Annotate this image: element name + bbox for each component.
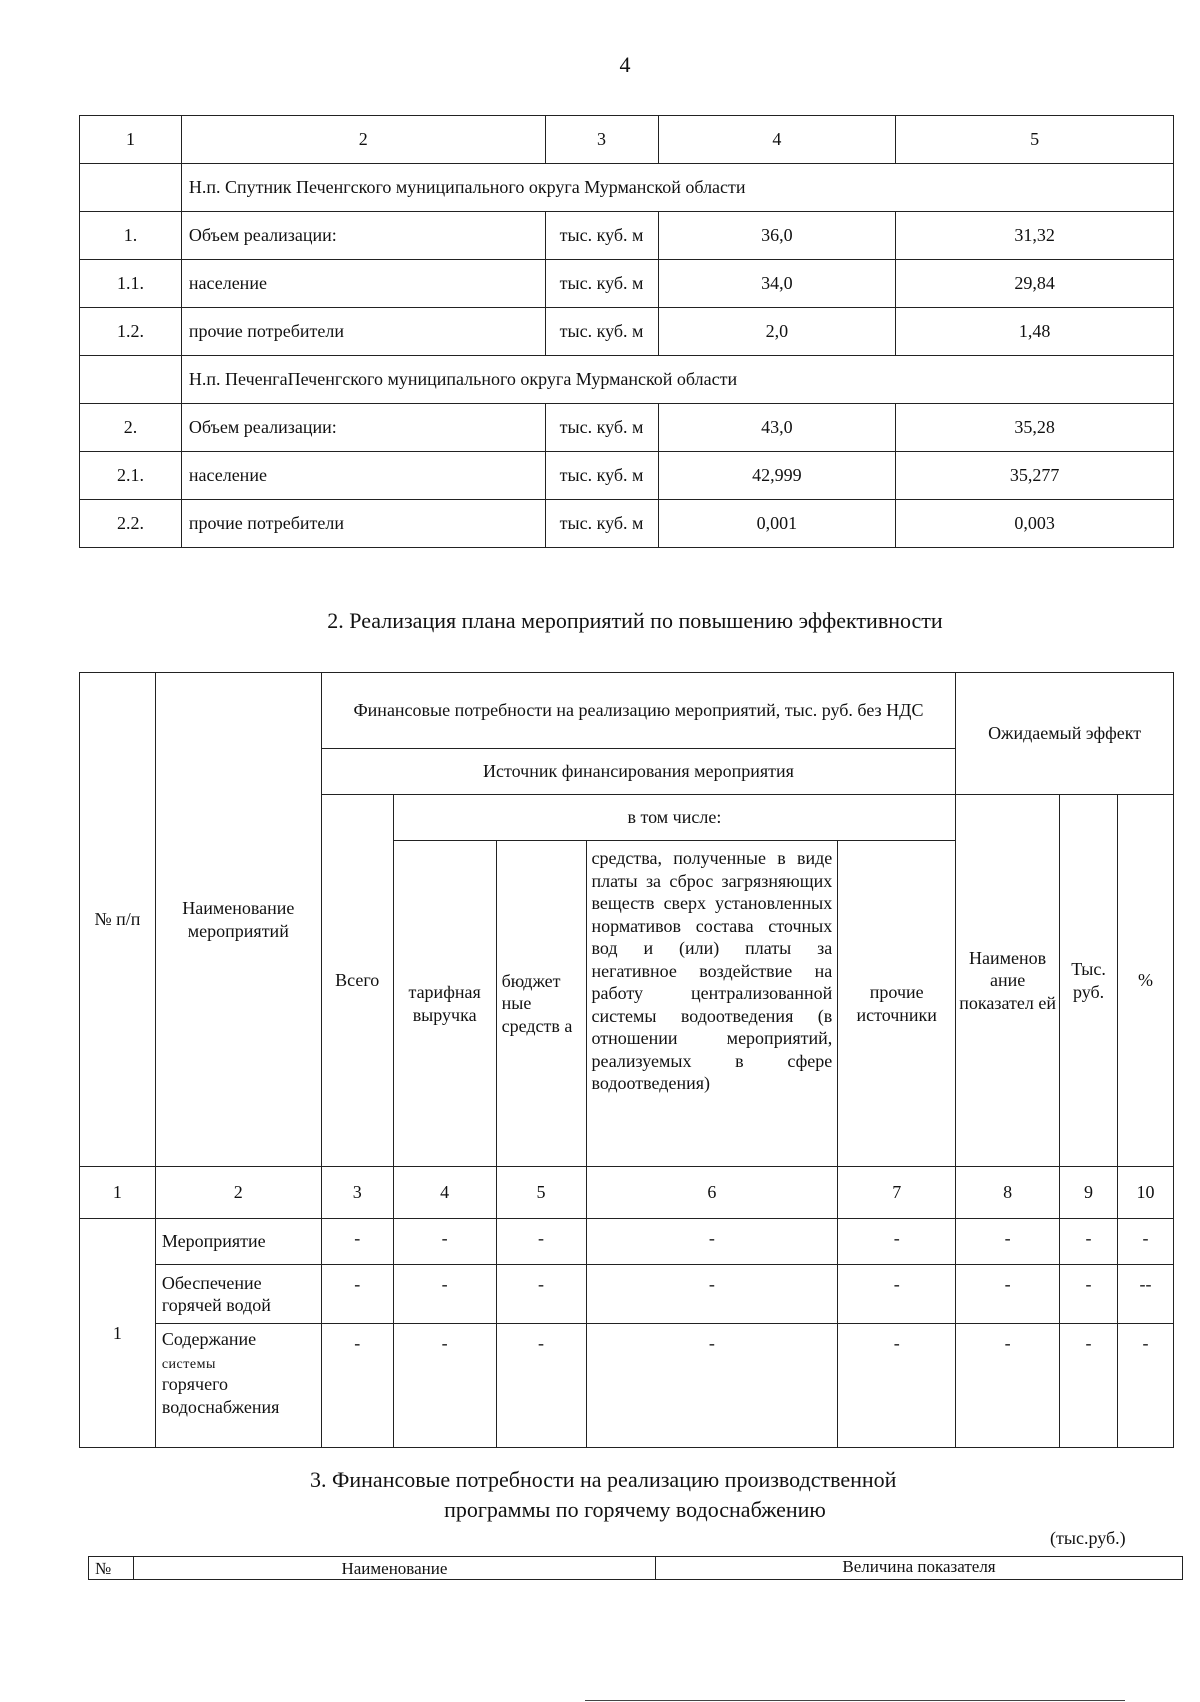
header-cell: 5	[896, 116, 1174, 164]
row-value-5: 29,84	[896, 260, 1174, 308]
row-unit: тыс. куб. м	[545, 260, 658, 308]
row-value: -	[956, 1265, 1060, 1324]
row-unit: тыс. куб. м	[545, 452, 658, 500]
row-name: Объем реализации:	[181, 404, 545, 452]
group-title: Н.п. ПеченгаПеченгского муниципального округа Мурманской области	[181, 356, 1173, 404]
row-value-4: 2,0	[658, 308, 896, 356]
header-value: Величина показателя	[656, 1557, 1183, 1580]
header-source: Источник финансирования мероприятия	[321, 749, 955, 795]
row-name: Обеспечение горячей водой	[155, 1265, 321, 1324]
header-including: в том числе:	[393, 795, 955, 841]
table-row	[80, 308, 1174, 356]
row-value: -	[956, 1324, 1060, 1448]
row-value-5: 31,32	[896, 212, 1174, 260]
row-name: прочие потребители	[181, 500, 545, 548]
group-title-row	[80, 356, 1174, 404]
row-value: -	[838, 1219, 956, 1265]
col-number: 8	[956, 1167, 1060, 1219]
row-value: -	[1060, 1324, 1118, 1448]
table-row	[80, 260, 1174, 308]
row-value: -	[393, 1219, 496, 1265]
column-number-row	[80, 1167, 1174, 1219]
header-cell: 2	[181, 116, 545, 164]
row-value-4: 0,001	[658, 500, 896, 548]
section-3-title-line1: 3. Финансовые потребности на реализацию производственной	[310, 1467, 897, 1492]
row-value: -	[496, 1219, 586, 1265]
header-total: Всего	[321, 795, 393, 1167]
row-unit: тыс. куб. м	[545, 212, 658, 260]
header-expected-effect: Ожидаемый эффект	[956, 673, 1174, 795]
row-number: 2.	[80, 404, 182, 452]
header-thousand-rub: Тыс. руб.	[1060, 795, 1118, 1167]
header-num: №	[89, 1557, 134, 1580]
table-row	[80, 1219, 1174, 1265]
row-value-5: 0,003	[896, 500, 1174, 548]
row-name: население	[181, 260, 545, 308]
row-value: -	[1118, 1324, 1174, 1448]
table-header-row	[80, 116, 1174, 164]
row-number: 1.	[80, 212, 182, 260]
header-financing: Финансовые потребности на реализацию мероприятий, тыс. руб. без НДС	[321, 673, 955, 749]
row-value: -	[321, 1219, 393, 1265]
row-number: 1.1.	[80, 260, 182, 308]
header-tariff: тарифная выручка	[393, 841, 496, 1167]
table-row	[80, 404, 1174, 452]
row-name: население	[181, 452, 545, 500]
row-name-main: Содержание	[161, 1329, 257, 1349]
row-number: 2.1.	[80, 452, 182, 500]
row-value: -	[838, 1324, 956, 1448]
table-row	[80, 500, 1174, 548]
section-2-title: 2. Реализация плана мероприятий по повышению эффективности	[327, 608, 943, 633]
col-number: 4	[393, 1167, 496, 1219]
row-number: 1	[80, 1219, 156, 1448]
header-percent: %	[1118, 795, 1174, 1167]
header-budget: бюджет ные средств а	[496, 841, 586, 1167]
header-cell: 3	[545, 116, 658, 164]
row-unit: тыс. куб. м	[545, 404, 658, 452]
row-value: -	[393, 1324, 496, 1448]
row-value: -	[1060, 1265, 1118, 1324]
bottom-rule	[585, 1700, 1125, 1701]
row-value: -	[586, 1324, 838, 1448]
header-cell: 4	[658, 116, 896, 164]
table-header-row	[89, 1557, 1183, 1580]
row-value: -	[321, 1265, 393, 1324]
efficiency-plan-table	[79, 672, 1174, 1448]
row-number: 2.2.	[80, 500, 182, 548]
table-row	[80, 452, 1174, 500]
table-row	[80, 1265, 1174, 1324]
row-value: --	[1118, 1265, 1174, 1324]
units-note: (тыс.руб.)	[1050, 1528, 1126, 1548]
col-number: 9	[1060, 1167, 1118, 1219]
col-number: 1	[80, 1167, 156, 1219]
group-title: Н.п. Спутник Печенгского муниципального округа Мурманской области	[181, 164, 1173, 212]
row-value-4: 36,0	[658, 212, 896, 260]
col-number: 7	[838, 1167, 956, 1219]
row-value-5: 1,48	[896, 308, 1174, 356]
row-value-4: 43,0	[658, 404, 896, 452]
table-row	[80, 212, 1174, 260]
row-unit: тыс. куб. м	[545, 308, 658, 356]
header-other-sources: прочие источники	[838, 841, 956, 1167]
row-value: -	[586, 1219, 838, 1265]
col-number: 10	[1118, 1167, 1174, 1219]
row-value: -	[1118, 1219, 1174, 1265]
row-value-4: 42,999	[658, 452, 896, 500]
header-num: № п/п	[80, 673, 156, 1167]
financial-needs-table	[88, 1556, 1183, 1580]
row-value: -	[496, 1324, 586, 1448]
row-value: -	[956, 1219, 1060, 1265]
row-value-5: 35,28	[896, 404, 1174, 452]
row-name: Мероприятие	[155, 1219, 321, 1265]
row-value: -	[1060, 1219, 1118, 1265]
row-name	[155, 1324, 321, 1448]
sales-volume-table	[79, 115, 1174, 548]
row-value: -	[838, 1265, 956, 1324]
header-indicator-name: Наименов ание показател ей	[956, 795, 1060, 1167]
col-number: 6	[586, 1167, 838, 1219]
header-name: Наименование	[133, 1557, 655, 1580]
col-number: 3	[321, 1167, 393, 1219]
row-number: 1.2.	[80, 308, 182, 356]
table-row	[80, 1324, 1174, 1448]
row-unit: тыс. куб. м	[545, 500, 658, 548]
page-number: 4	[619, 52, 631, 77]
row-value: -	[586, 1265, 838, 1324]
row-value: -	[496, 1265, 586, 1324]
group-title-row	[80, 164, 1174, 212]
row-value: -	[393, 1265, 496, 1324]
header-cell: 1	[80, 116, 182, 164]
row-value-5: 35,277	[896, 452, 1174, 500]
section-3-title-line2: программы по горячему водоснабжению	[444, 1497, 826, 1522]
row-value: -	[321, 1324, 393, 1448]
row-name: прочие потребители	[181, 308, 545, 356]
header-fees: средства, полученные в виде платы за сброс загрязняющих веществ сверх установленных нормативов состава сточных вод и (или) платы за негативное воздействие на работу централизованной системы водоотведения (в отношении мероприятий, реализуемых в сфере водоотведения)	[586, 841, 838, 1167]
col-number: 2	[155, 1167, 321, 1219]
row-name-small: системы	[161, 1356, 216, 1372]
header-name: Наименование мероприятий	[155, 673, 321, 1167]
row-name: Объем реализации:	[181, 212, 545, 260]
row-name-rest: горячего водоснабжения	[161, 1374, 280, 1417]
row-value-4: 34,0	[658, 260, 896, 308]
col-number: 5	[496, 1167, 586, 1219]
